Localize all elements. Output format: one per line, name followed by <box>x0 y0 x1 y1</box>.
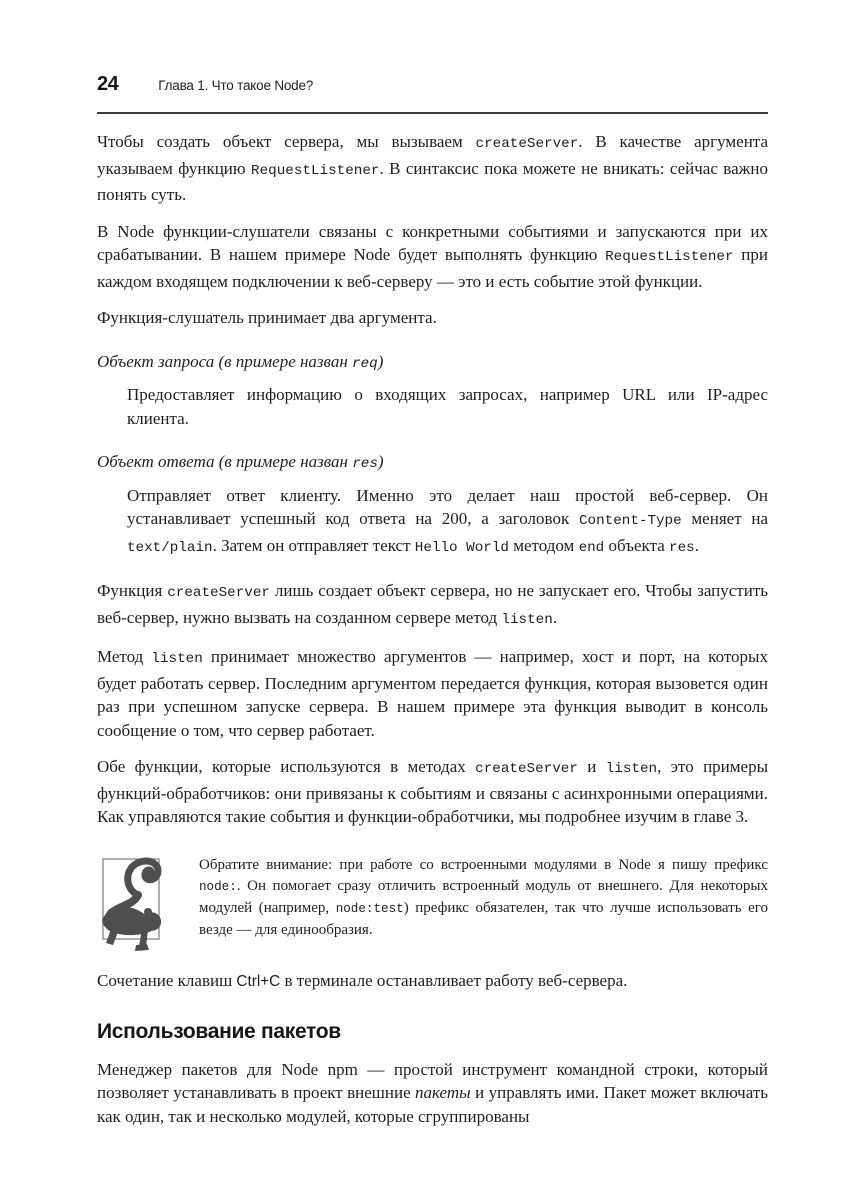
text-segment: В Node функции-слушатели связаны с конкретными событиями и запускаются при их срабатывании. В нашем примере Node будет выполнять функцию <box>97 221 768 264</box>
paragraph <box>97 130 768 207</box>
text-segment: res <box>352 456 378 472</box>
text-segment: ) префикс обязателен, так что лучше использовать его везде — для единообразия. <box>199 900 769 939</box>
text-segment: Обе функции, которые используются в методах <box>97 757 476 776</box>
lemur-icon <box>91 853 165 953</box>
paragraph <box>97 220 768 294</box>
definition-term-response <box>97 450 768 477</box>
text-segment: Объект ответа (в примере назван <box>97 452 353 471</box>
page-number: 24 <box>97 73 119 95</box>
text-segment: listen <box>501 611 553 628</box>
text-segment: listen <box>151 651 203 667</box>
text-segment: . В синтаксис пока можете не вникать: сейчас важно понять суть. <box>97 158 768 204</box>
text-segment: . Он помогает сразу отличить встроенный модуль от внешнего. Для некоторых модулей (например, <box>199 877 768 917</box>
text-segment: Hello World <box>414 539 509 556</box>
definition-body-response <box>127 484 768 561</box>
text-segment: , это примеры функций-обработчиков: они привязаны к событиям и связаны с асинхронными операциями. Как управляются такие события и функции-обработчики, мы подробнее изучим в главе 3. <box>97 757 769 826</box>
text-segment: пакеты <box>415 1083 471 1102</box>
text-segment: методом <box>508 535 579 555</box>
text-segment: Предоставляет информацию о входящих запросах, например URL или IP-адрес клиента. <box>127 385 768 428</box>
note-text <box>199 855 768 953</box>
text-segment: . <box>552 607 558 627</box>
note-box <box>97 853 768 953</box>
text-segment: Обратите внимание: при работе со встроенными модулями в Node я пишу префикс <box>199 856 768 873</box>
text-segment: принимает множество аргументов — например, хост и порт, на которых будет работать сервер. Последним аргументом передается функция, которая вызовется один раз при успешном запуске сервера. В нашем примере эта функция выводит в консоль сообщение о том, что сервер работает. <box>97 647 768 740</box>
page-body <box>97 130 768 1128</box>
text-segment: и <box>577 757 606 776</box>
text-segment: createServer <box>475 136 579 152</box>
text-segment: createServer <box>167 585 270 601</box>
section-heading: Использование пакетов <box>97 1020 341 1043</box>
text-segment: лишь создает объект сервера, но не запускает его. Чтобы запустить веб-сервер, нужно вызвать на созданном сервере метод <box>97 581 768 627</box>
text-segment: . <box>694 535 699 555</box>
text-segment: Функция <box>97 581 168 600</box>
text-segment: Отправляет ответ клиенту. Именно это делает наш простой веб-сервер. Он устанавливает успешный код ответа на 200, а заголовок <box>127 485 768 528</box>
text-segment: Объект запроса (в примере назван <box>97 351 353 371</box>
paragraph <box>97 755 768 829</box>
text-segment: объекта <box>604 535 670 555</box>
text-segment: при каждом входящем подключении к веб-серверу — это и есть событие этой функции. <box>97 245 768 291</box>
text-segment: Content-Type <box>578 513 682 529</box>
paragraph <box>97 306 768 330</box>
page-header <box>97 72 768 114</box>
text-segment: меняет на <box>681 509 768 528</box>
paragraph <box>97 1058 768 1129</box>
definition-term-request <box>97 350 768 377</box>
text-segment: res <box>669 539 695 556</box>
text-segment: Чтобы создать объект сервера, мы вызываем <box>97 132 476 151</box>
text-segment: и управлять ими. Пакет может включать как один, так и несколько модулей, которые сгруппированы <box>97 1083 768 1126</box>
text-segment: createServer <box>475 761 578 777</box>
text-segment: в терминале останавливает работу веб-сервера. <box>280 970 628 990</box>
paragraph <box>97 969 768 994</box>
text-segment: Функция-слушатель принимает два аргумента. <box>97 308 437 327</box>
text-segment: text/plain <box>127 539 213 556</box>
text-segment: Метод <box>97 647 152 666</box>
paragraph <box>97 645 768 742</box>
text-segment: Менеджер пакетов для Node npm — простой инструмент командной строки, который позволяет устанавливать в проект внешние <box>97 1059 768 1102</box>
text-segment: ) <box>377 351 384 371</box>
page-content <box>97 72 768 1141</box>
definition-body-request <box>127 383 768 430</box>
text-segment: end <box>578 539 605 556</box>
text-segment: listen <box>605 761 658 777</box>
text-segment: req <box>352 355 378 372</box>
chapter-title: Глава 1. Что такое Node? <box>158 78 314 93</box>
text-segment: node: <box>199 879 237 894</box>
text-segment: Ctrl+C <box>236 972 281 990</box>
text-segment: Сочетание клавиш <box>97 970 237 990</box>
text-segment: . Затем он отправляет текст <box>212 535 415 555</box>
text-segment: ) <box>377 452 384 471</box>
text-segment: RequestListener <box>251 162 380 179</box>
paragraph <box>97 579 768 632</box>
text-segment: RequestListener <box>605 249 734 265</box>
text-segment: . В качестве аргумента указываем функцию <box>97 132 768 178</box>
text-segment: node:test <box>335 902 404 917</box>
